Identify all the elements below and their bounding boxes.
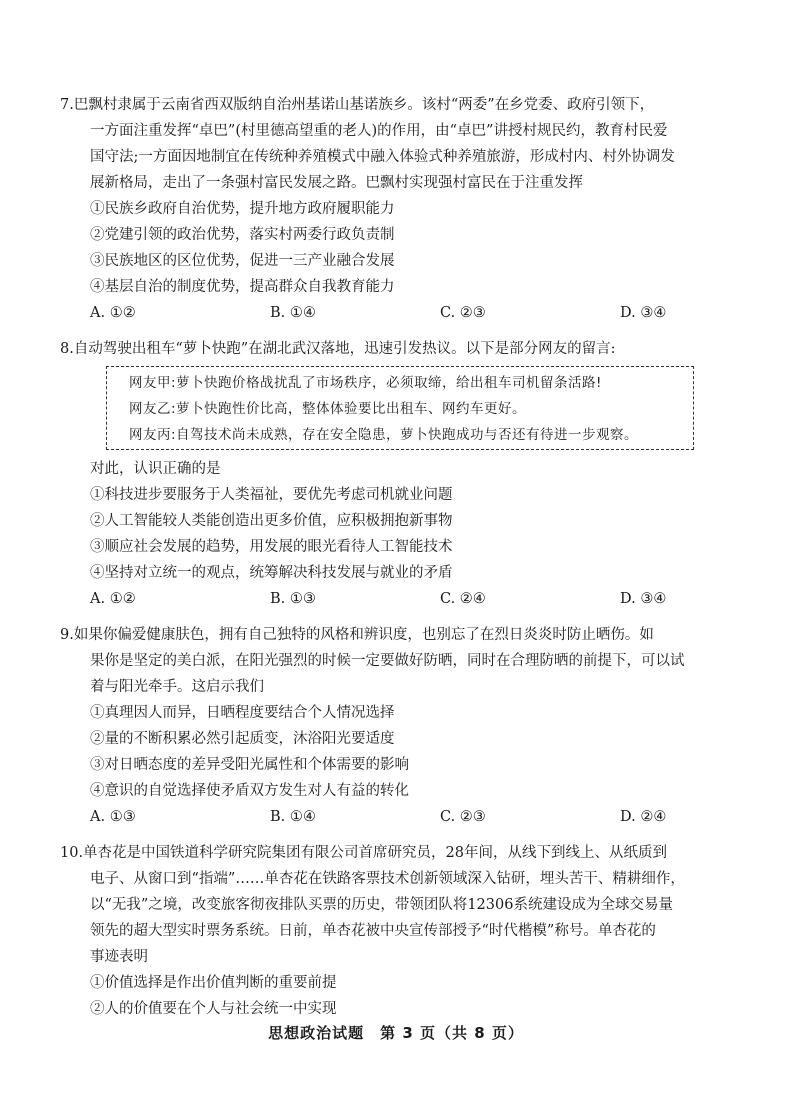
statement-item: ①真理因人而异，日晒程度要结合个人情况选择 [90, 705, 395, 721]
statement-item: ②党建引领的政治优势，落实村两委行政负责制 [90, 227, 395, 243]
option-a[interactable]: A. ①③ [90, 809, 136, 825]
netizen-comment: 网友甲:萝卜快跑价格战扰乱了市场秩序，必须取缔，给出租车司机留条活路! [129, 375, 602, 391]
page-footer: 思想政治试题 第 3 页（共 8 页） [268, 1024, 524, 1042]
question-7 [60, 92, 720, 326]
answer-options [60, 804, 720, 830]
answer-options [60, 586, 720, 612]
question-stem-line: 电子、从窗口到“指端”……单杏花在铁路客票技术创新领域深入钻研，埋头苦干、精耕细作， [90, 871, 685, 887]
question-stem-line: 一方面注重发挥“卓巴”(村里德高望重的老人)的作用，由“卓巴”讲授村规民约，教育村民爱 [90, 123, 668, 139]
statement-item: ④基层自治的制度优势，提高群众自我教育能力 [90, 279, 395, 295]
statement-item: ④意识的自觉选择使矛盾双方发生对人有益的转化 [90, 783, 409, 799]
question-stem-line: 领先的超大型实时票务系统。日前，单杏花被中央宣传部授予“时代楷模”称号。单杏花的 [90, 923, 656, 939]
question-stem-line: 国守法;一方面因地制宜在传统种养殖模式中融入体验式种养殖旅游，形成村内、村外协调发 [90, 149, 675, 165]
statement-item: ④坚持对立统一的观点，统筹解决科技发展与就业的矛盾 [90, 565, 453, 581]
answer-options [60, 300, 720, 326]
question-prompt: 对此，认识正确的是 [90, 461, 221, 477]
option-c[interactable]: C. ②④ [440, 591, 486, 607]
option-d[interactable]: D. ③④ [620, 591, 667, 607]
statement-item: ③顺应社会发展的趋势，用发展的眼光看待人工智能技术 [90, 539, 453, 555]
question-stem-line: 10.单杏花是中国铁道科学研究院集团有限公司首席研究员，28年间，从线下到线上、从纸质到 [60, 845, 668, 861]
option-d[interactable]: D. ③④ [620, 305, 667, 321]
option-b[interactable]: B. ①④ [270, 809, 316, 825]
question-8-body [60, 456, 720, 612]
option-c[interactable]: C. ②③ [440, 305, 486, 321]
netizen-comment: 网友丙:自驾技术尚未成熟，存在安全隐患，萝卜快跑成功与否还有待进一步观察。 [129, 427, 639, 443]
option-d[interactable]: D. ②④ [620, 809, 667, 825]
netizen-comment: 网友乙:萝卜快跑性价比高，整体体验要比出租车、网约车更好。 [129, 401, 527, 417]
option-c[interactable]: C. ②③ [440, 809, 486, 825]
netizen-comments-box [106, 366, 694, 450]
statement-item: ①民族乡政府自治优势，提升地方政府履职能力 [90, 201, 395, 217]
question-stem-line: 9.如果你偏爱健康肤色，拥有自己独特的风格和辨识度，也别忘了在烈日炎炎时防止晒伤。如 [60, 627, 654, 643]
question-10 [60, 840, 720, 1022]
question-stem-line: 展新格局，走出了一条强村富民发展之路。巴飘村实现强村富民在于注重发挥 [90, 175, 583, 191]
statement-item: ①价值选择是作出价值判断的重要前提 [90, 975, 337, 991]
statement-item: ①科技进步要服务于人类福祉，要优先考虑司机就业问题 [90, 487, 453, 503]
question-stem-line: 7.巴飘村隶属于云南省西双版纳自治州基诺山基诺族乡。该村“两委”在乡党委、政府引领下， [60, 97, 655, 113]
question-stem-line: 着与阳光牵手。这启示我们 [90, 679, 264, 695]
question-stem-line: 事迹表明 [90, 949, 148, 965]
question-8 [60, 336, 720, 362]
option-b[interactable]: B. ①④ [270, 305, 316, 321]
option-b[interactable]: B. ①③ [270, 591, 316, 607]
statement-item: ②量的不断积累必然引起质变，沐浴阳光要适度 [90, 731, 395, 747]
statement-item: ③民族地区的区位优势，促进一三产业融合发展 [90, 253, 395, 269]
question-stem-line: 以“无我”之境，改变旅客彻夜排队买票的历史，带领团队将12306系统建设成为全球交易量 [90, 897, 673, 913]
statement-item: ③对日晒态度的差异受阳光属性和个体需要的影响 [90, 757, 409, 773]
question-9 [60, 622, 720, 830]
question-stem-line: 果你是坚定的美白派，在阳光强烈的时候一定要做好防晒，同时在合理防晒的前提下，可以试 [90, 653, 685, 669]
statement-item: ②人的价值要在个人与社会统一中实现 [90, 1001, 337, 1017]
option-a[interactable]: A. ①② [90, 591, 136, 607]
question-stem-line: 8.自动驾驶出租车“萝卜快跑”在湖北武汉落地，迅速引发热议。以下是部分网友的留言: [60, 341, 616, 357]
statement-item: ②人工智能较人类能创造出更多价值，应积极拥抱新事物 [90, 513, 453, 529]
option-a[interactable]: A. ①② [90, 305, 136, 321]
